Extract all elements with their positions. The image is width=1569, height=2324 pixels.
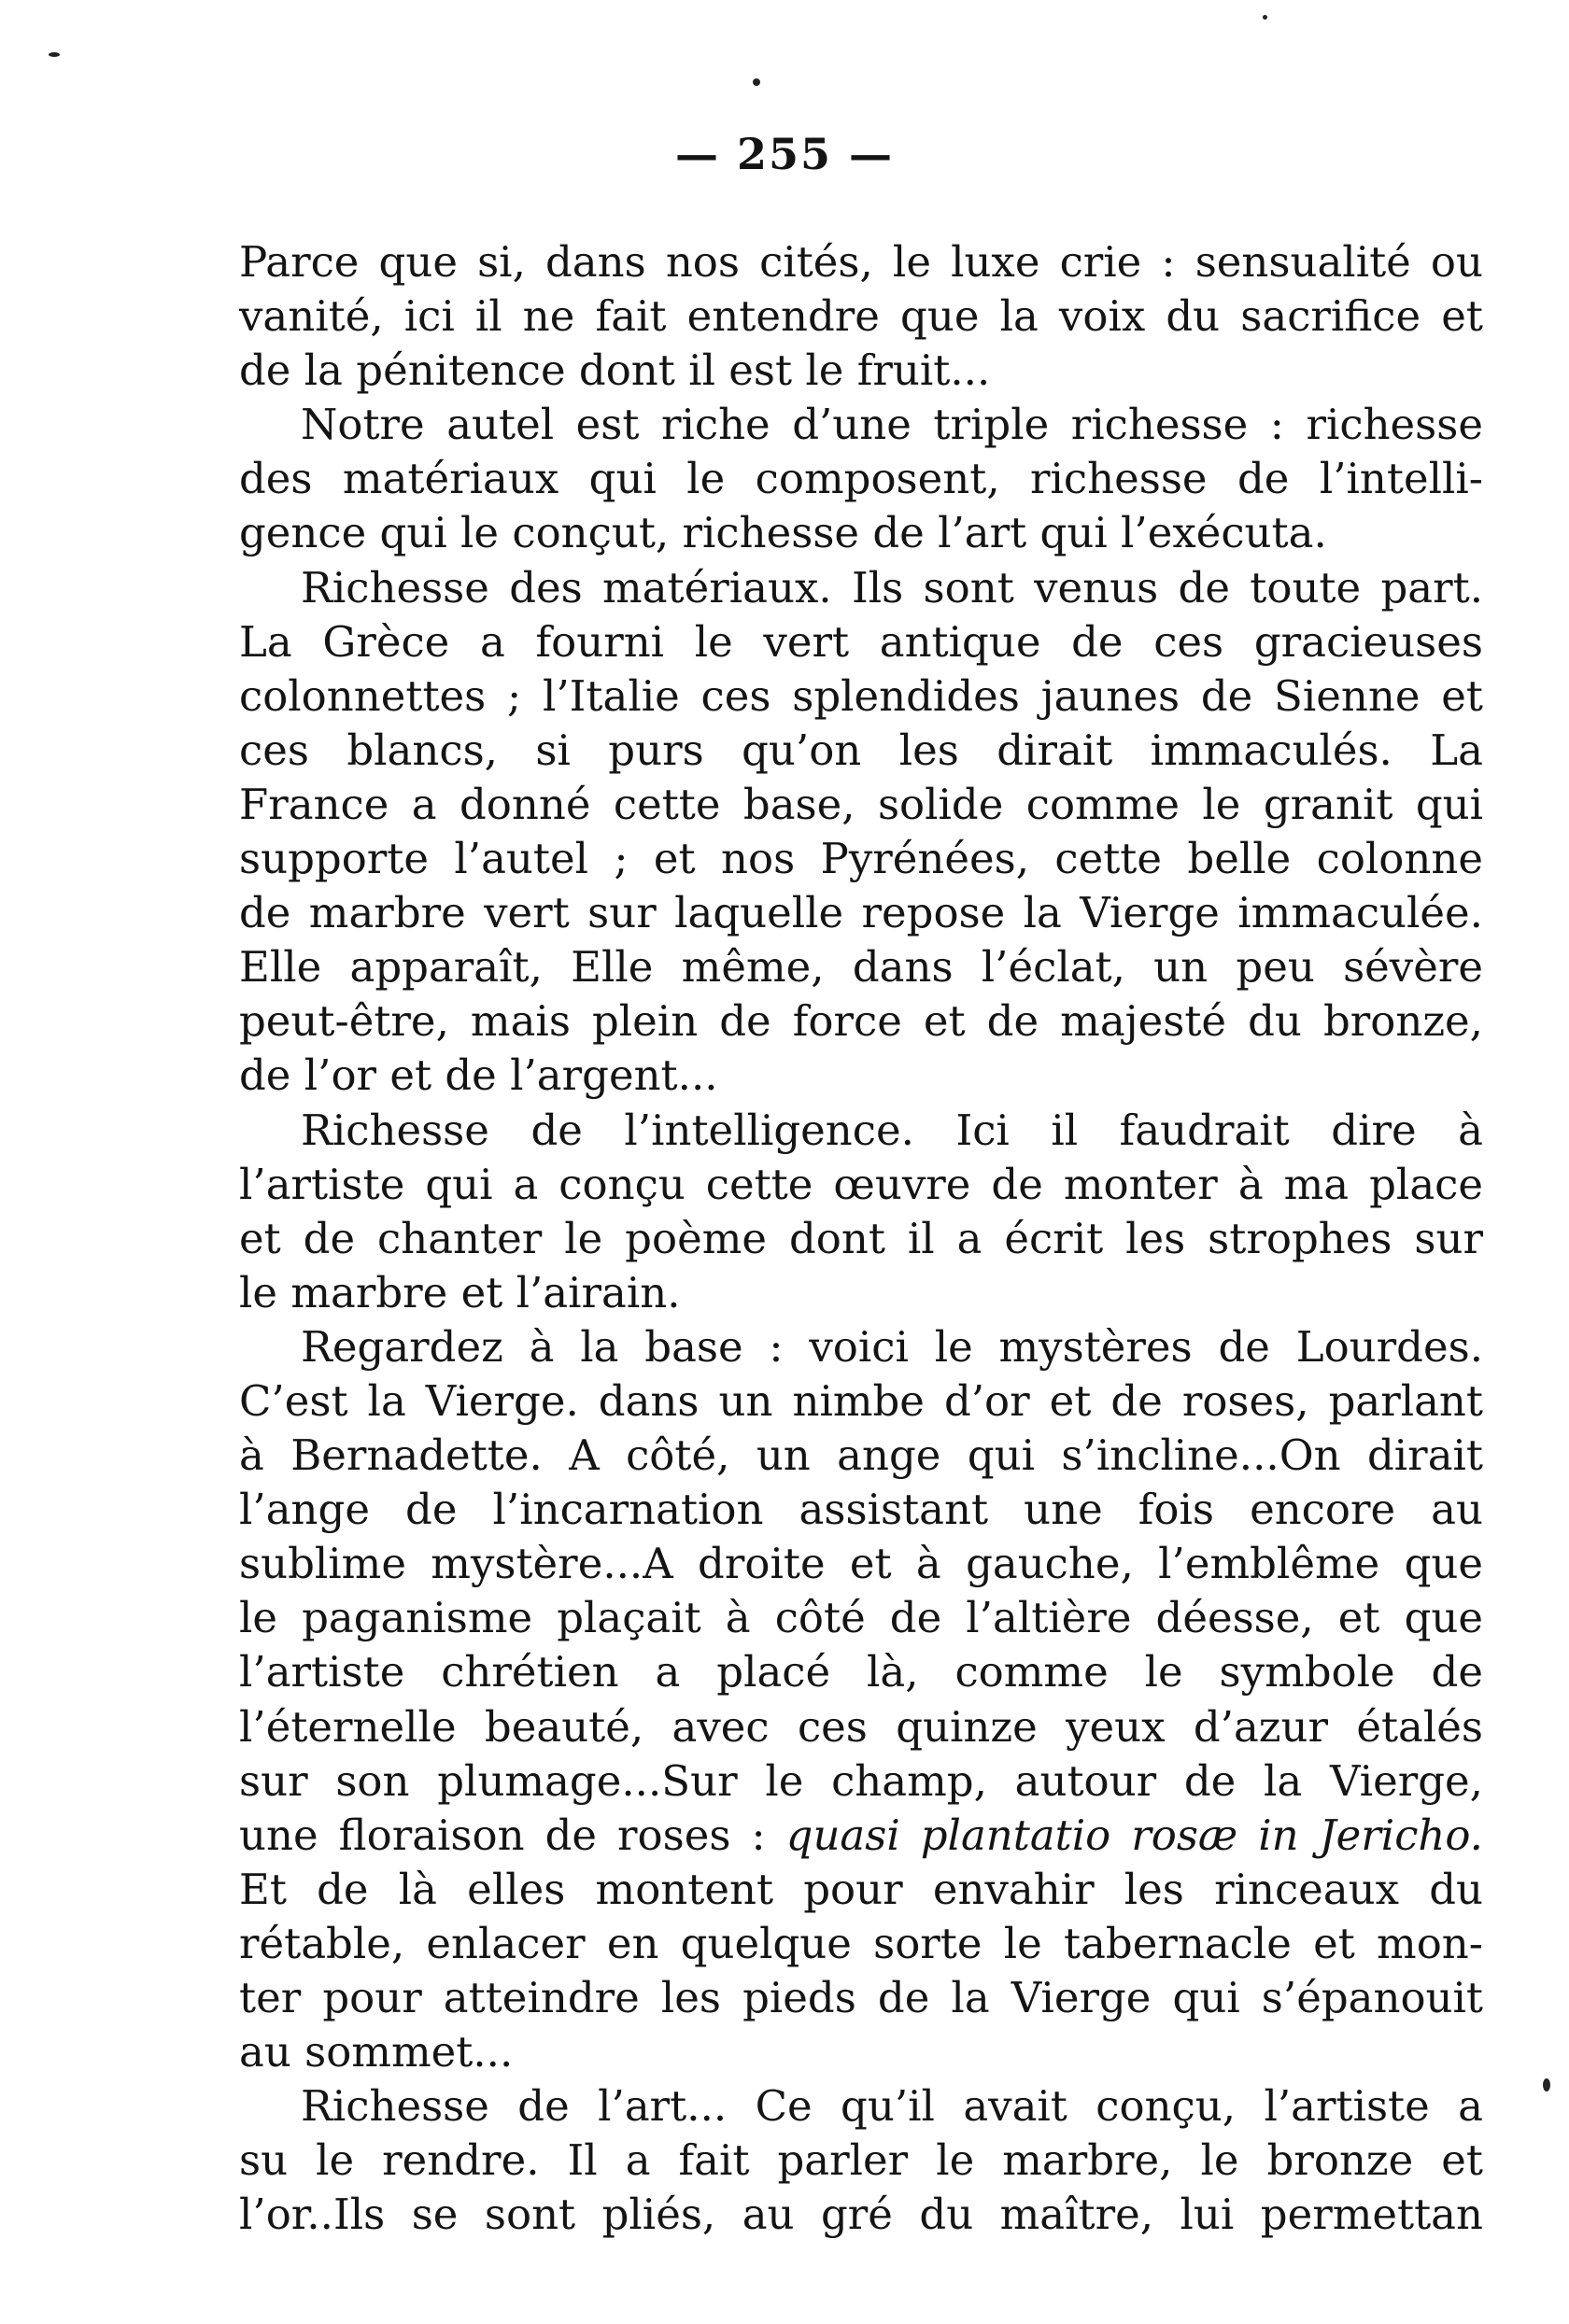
scan-speck [49, 52, 60, 57]
text-line: à Bernadette. A côté, un ange qui s’incline...On dirait [239, 1430, 1483, 1481]
text-line: C’est la Vierge. dans un nimbe d’or et de roses, parlant [239, 1375, 1483, 1426]
scan-speck [753, 78, 760, 86]
text-line: l’or..Ils se sont pliés, au gré du maître, lui permettan [239, 2190, 1483, 2240]
latin-quotation: quasi plantatio rosæ in Jericho. [785, 1810, 1483, 1860]
text-line: le paganisme plaçait à côté de l’altière déesse, et que [239, 1593, 1483, 1643]
text-line: au sommet... [239, 2027, 514, 2078]
text-line: La Grèce a fourni le vert antique de ces gracieuses [239, 616, 1483, 667]
text-line: sublime mystère...A droite et à gauche, l’emblême que [239, 1539, 1483, 1589]
text-line: et de chanter le poème dont il a écrit les strophes sur [239, 1213, 1483, 1263]
text-line: France a donné cette base, solide comme le granit qui [239, 779, 1483, 829]
text-line: Elle apparaît, Elle même, dans l’éclat, un peu sévère [239, 942, 1483, 993]
text-line [239, 1809, 1483, 1863]
text-line: gence qui le conçut, richesse de l’art qui l’exécuta. [239, 508, 1327, 558]
scan-speck [1543, 2078, 1550, 2092]
text-line: peut-être, mais plein de force et de majesté du bronze, [239, 996, 1483, 1047]
text-line: Richesse de l’art... Ce qu’il avait conçu, l’artiste a [301, 2081, 1483, 2132]
text-line: ter pour atteindre les pieds de la Vierge qui s’épanouit [239, 1973, 1483, 2022]
text-line: l’ange de l’incarnation assistant une fois encore au [239, 1485, 1483, 1535]
text-line: ces blancs, si purs qu’on les dirait immaculés. La [239, 725, 1483, 775]
text-line: des matériaux qui le composent, richesse de l’intelli- [239, 454, 1483, 504]
text-line: le marbre et l’airain. [239, 1267, 681, 1317]
line-text: une floraison de roses : [239, 1810, 786, 1860]
text-line: rétable, enlacer en quelque sorte le tabernacle et mon- [239, 1918, 1483, 1968]
text-line: colonnettes ; l’Italie ces splendides jaunes de Sienne et [239, 670, 1483, 721]
text-line: de l’or et de l’argent... [239, 1050, 718, 1101]
text-line: de la pénitence dont il est le fruit... [239, 345, 991, 396]
text-line: vanité, ici il ne fait entendre que la voix du sacrifice et [239, 291, 1483, 342]
text-line: Notre autel est riche d’une triple richesse : richesse [301, 400, 1483, 450]
scan-speck [1263, 15, 1267, 20]
text-line: de marbre vert sur laquelle repose la Vierge immaculée. [239, 888, 1483, 938]
body-text [239, 235, 1483, 2242]
text-line: Regardez à la base : voici le mystères de Lourdes. [301, 1321, 1483, 1372]
text-line: supporte l’autel ; et nos Pyrénées, cette belle colonne [239, 834, 1483, 884]
text-line: l’artiste chrétien a placé là, comme le symbole de [239, 1647, 1483, 1697]
text-line: Et de là elles montent pour envahir les rinceaux du [239, 1864, 1483, 1914]
text-line: l’éternelle beauté, avec ces quinze yeux d’azur étalés [239, 1701, 1483, 1752]
text-line: Richesse des matériaux. Ils sont venus de toute part. [301, 562, 1483, 613]
text-line: su le rendre. Il a fait parler le marbre, le bronze et [239, 2135, 1483, 2186]
text-line: l’artiste qui a conçu cette œuvre de monter à ma place [239, 1159, 1483, 1209]
text-line: sur son plumage...Sur le champ, autour de la Vierge, [239, 1755, 1483, 1806]
text-line: Richesse de l’intelligence. Ici il faudrait dire à [301, 1105, 1483, 1155]
text-line: Parce que si, dans nos cités, le luxe crie : sensualité ou [239, 237, 1483, 287]
page-number: — 255 — [674, 129, 895, 179]
